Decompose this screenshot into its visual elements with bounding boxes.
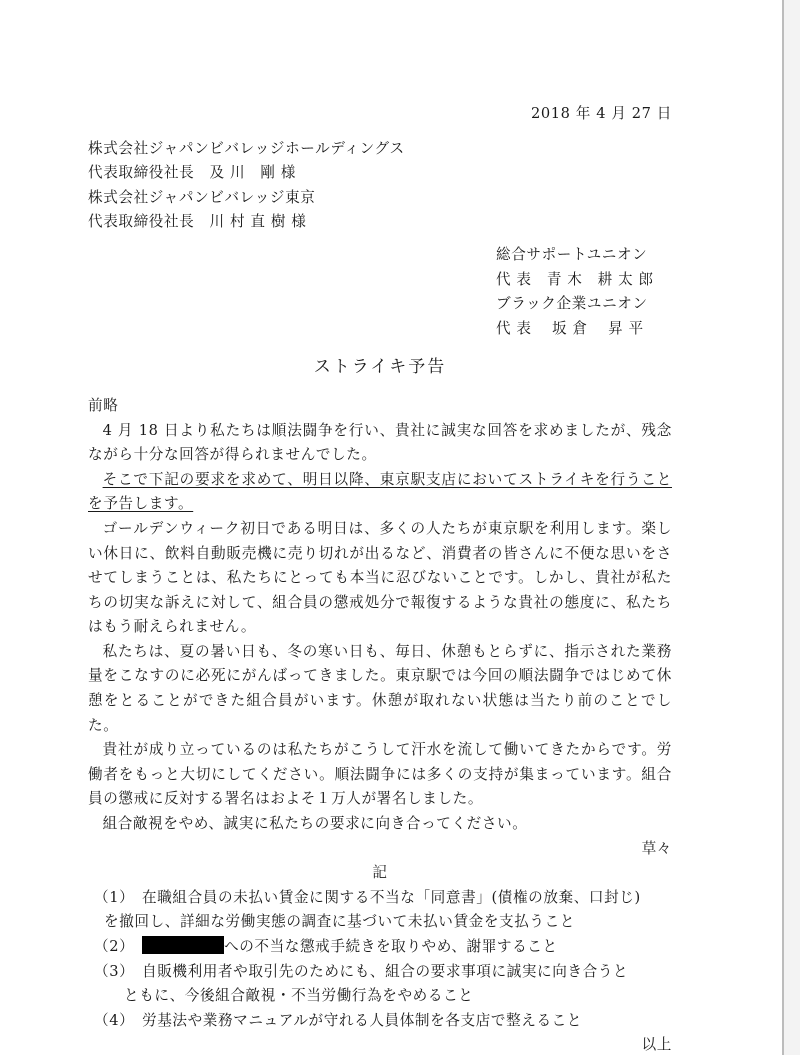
demand-item-2 — [94, 935, 672, 960]
paragraph-5: 貴社が成り立っているのは私たちがこうして汗水を流して働いてきたからです。労働者をもっと大切にしてください。順法闘争には多くの支持が集まっています。組合員の懲戒に反対する署名はおよそ１万人が署名しました。 — [88, 741, 672, 808]
demand-text: への不当な懲戒手続きを取りやめ、謝罪すること — [224, 938, 558, 955]
sender-rep-1: 代 表 青 木 耕 太 郎 — [496, 270, 654, 288]
recipient-person-1: 代表取締役社長 及 川 剛 様 — [88, 164, 296, 182]
sender-union-2: ブラック企業ユニオン — [496, 295, 648, 313]
paragraph-2-underlined — [88, 468, 672, 517]
paragraph-3: ゴールデンウィーク初日である明日は、多くの人たちが東京駅を利用します。楽しい休日に、飲料自動販売機に売り切れが出るなど、消費者の皆さんに不便な思いをさせてしまうことは、私たちにとっても本当に忍びないことです。しかし、貴社が私たちの切実な訴えに対して、組合員の懲戒処分で報復するような貴社の態度に、私たちはもう耐えられません。 — [88, 519, 672, 636]
recipient-company-2: 株式会社ジャパンビバレッジ東京 — [88, 188, 316, 206]
paragraph-4: 私たちは、夏の暑い日も、冬の寒い日も、毎日、休憩もとらずに、指示された業務量をこなすのに必死にがんばってきました。東京駅では今回の順法闘争ではじめて休憩をとることができた組合員がいます。休憩が取れない状態は当たり前のことでした。 — [88, 642, 672, 734]
demand-text-line: 自販機利用者や取引先のためにも、組合の要求事項に誠実に向き合うと — [142, 962, 629, 980]
sender-rep-2: 代 表 坂 倉 昇 平 — [496, 319, 644, 337]
demand-number: （4） — [94, 1011, 135, 1029]
letter-body — [88, 102, 672, 1058]
paragraph-1: 4 月 18 日より私たちは順法闘争を行い、貴社に誠実な回答を求めましたが、残念ながら十分な回答が得られませんでした。 — [88, 421, 672, 464]
recipient-company-1: 株式会社ジャパンビバレッジホールディングス — [88, 139, 405, 157]
sender-block — [496, 243, 672, 341]
demand-item-4 — [94, 1009, 672, 1034]
demand-number: （1） — [94, 888, 135, 906]
recipient-person-2: 代表取締役社長 川 村 直 樹 様 — [88, 213, 307, 231]
demand-list — [94, 886, 672, 1034]
greeting: 前略 — [88, 396, 119, 414]
demand-text-continuation: を撤回し、詳細な労働実態の調査に基づいて未払い賃金を支払うこと — [104, 913, 576, 931]
demand-text-line: 在職組合員の未払い賃金に関する不当な「同意書」(債権の放棄、口封じ) — [142, 888, 641, 906]
recipient-block — [88, 137, 672, 235]
viewer-scroll-gutter — [784, 0, 800, 1055]
strike-notice-text: そこで下記の要求を求めて、明日以降、東京駅支店においてストライキを行うことを予告します。 — [88, 470, 672, 513]
closing-ijo: 以上 — [641, 1036, 672, 1054]
demand-text: 労基法や業務マニュアルが守れる人員体制を各支店で整えること — [142, 1011, 583, 1029]
demand-item-3 — [94, 960, 672, 985]
demand-number: （2） — [94, 938, 135, 955]
letter-date: 2018 年 4 月 27 日 — [531, 105, 672, 122]
demand-number: （3） — [94, 962, 135, 980]
closing-soso: 草々 — [641, 839, 672, 857]
redacted-name-block — [142, 936, 224, 954]
sender-union-1: 総合サポートユニオン — [496, 245, 648, 263]
ki-heading: 記 — [372, 864, 388, 882]
paragraph-6: 組合敵視をやめ、誠実に私たちの要求に向き合ってください。 — [102, 815, 528, 833]
document-title: ストライキ予告 — [313, 357, 447, 378]
demand-item-1 — [94, 886, 672, 911]
demand-text-continuation: ともに、今後組合敵視・不当労働行為をやめること — [124, 987, 474, 1005]
